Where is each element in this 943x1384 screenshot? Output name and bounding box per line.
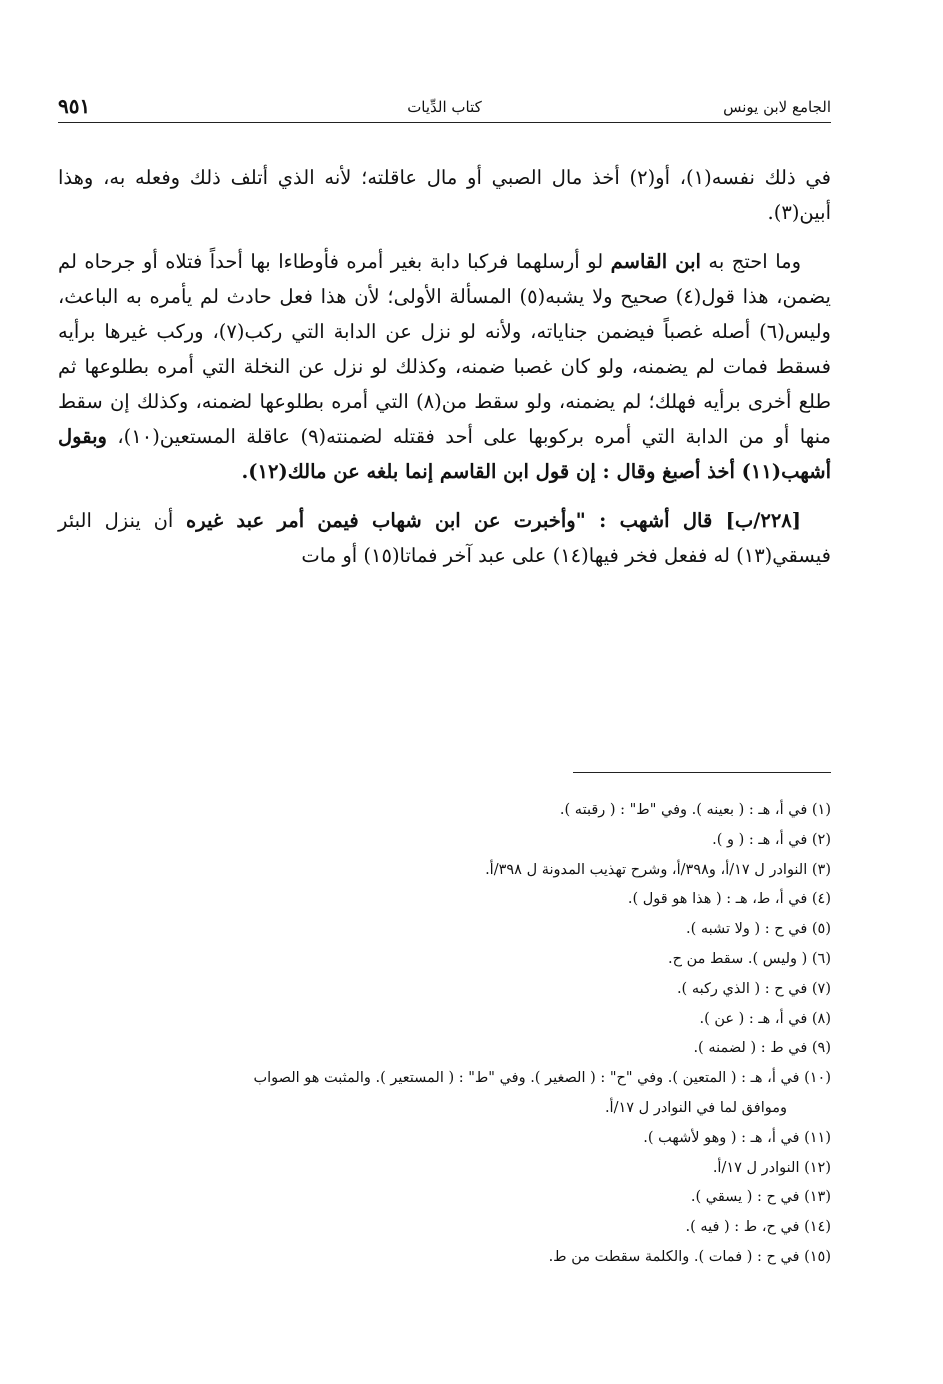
paragraph-3 bbox=[58, 503, 831, 573]
footnote-10-continued: وموافق لما في النوادر ل ١٧/أ. bbox=[604, 1099, 787, 1116]
footnote-4: (٤) في أ، ط، هـ : ( هذا هو قول ). bbox=[627, 891, 831, 908]
scholar-name: ابن القاسم bbox=[610, 250, 701, 273]
paragraph-2 bbox=[58, 244, 831, 489]
footnote-12: (١٢) النوادر ل ١٧/أ. bbox=[712, 1159, 831, 1176]
main-text bbox=[58, 160, 831, 573]
footnote-separator bbox=[573, 772, 831, 773]
paragraph-3-body: أن ينزل البئر فيسقي(١٣) له ففعل فخر فيها(١٤) على عبد آخر فماتا(١٥) أو مات bbox=[58, 509, 831, 567]
footnote-9: (٩) في ط : ( لضمنه ). bbox=[693, 1040, 831, 1057]
footnote-10: (١٠) في أ، هـ : ( المتعين ). وفي "ح" : ( الصغير ). وفي "ط" : ( المستعير ). والمثبت هو الصواب bbox=[253, 1070, 831, 1087]
header-book-title: الجامع لابن يونس bbox=[723, 98, 831, 116]
paragraph-3-quote: قال أشهب : "وأخبرت عن ابن شهاب فيمن أمر عبد غيره bbox=[186, 509, 726, 532]
footnote-2: (٢) في أ، هـ : ( و ). bbox=[712, 831, 831, 848]
paragraph-2-intro: وما احتج به bbox=[700, 250, 801, 273]
footnote-7: (٧) في ح : ( الذي ركبه ). bbox=[676, 980, 831, 997]
footnote-14: (١٤) في ح، ط : ( فيه ). bbox=[685, 1219, 831, 1236]
footnote-15: (١٥) في ح : ( فمات ). والكلمة سقطت من ط. bbox=[548, 1248, 831, 1265]
footnote-5: (٥) في ح : ( ولا تشبه ). bbox=[686, 921, 831, 938]
footnote-3: (٣) النوادر ل ١٧/أ، و٣٩٨/أ، وشرح تهذيب المدونة ل ٣٩٨/أ. bbox=[485, 861, 831, 878]
footnote-11: (١١) في أ، هـ : ( وهو لأشهب ). bbox=[643, 1129, 831, 1146]
footnote-1: (١) في أ، هـ : ( بعينه ). وفي "ط" : ( رقبته ). bbox=[559, 802, 831, 818]
manuscript-ref: [٢٢٨/ب] bbox=[725, 509, 801, 532]
paragraph-1: في ذلك نفسه(١)، أو(٢) أخذ مال الصبي أو مال عاقلته؛ لأنه الذي أتلف ذلك وفعله به، وهذا أبين(٣). bbox=[58, 166, 831, 224]
running-header bbox=[58, 96, 831, 123]
paragraph-2-conclusion: وبقول أشهب(١١) أخذ أصبغ وقال : إن قول ابن القاسم إنما بلغه عن مالك(١٢). bbox=[58, 425, 831, 483]
footnote-13: (١٣) في ح : ( يسقي ). bbox=[690, 1189, 831, 1206]
page-number: ٩٥١ bbox=[58, 94, 91, 118]
header-chapter: كتاب الدِّيات bbox=[407, 98, 482, 116]
footnotes bbox=[58, 796, 831, 1273]
footnote-8: (٨) في أ، هـ : ( عن ). bbox=[699, 1010, 831, 1027]
paragraph-2-body: لو أرسلهما فركبا دابة بغير أمره فأوطاءا بها أحداً فتلاه أو جرحاه لم يضمن، هذا قول(٤) صحيح ولا يشبه(٥) المسألة الأولى؛ لأن هذا فعل حادث لم يأمره به الباعث، وليس(٦) أصله غصباً فيضمن جناياته، ولأنه لو نزل عن الدابة التي ركب(٧)، وركب غيرها برأيه فسقط فمات لم يضمنه، ولو كان غصبا ضمنه، وكذلك لو نزل عن النخلة التي أمره بطلوعها ثم طلع أخرى برأيه فهلك؛ لم يضمنه، ولو سقط من(٨) التي أمره بطلوعها لضمنه، وكذلك إن سقط منها أو من الدابة التي أمره بركوبها على أحد فقتله لضمنته(٩) عاقلة المستعين(١٠)، bbox=[58, 250, 831, 448]
footnote-6: (٦) ( وليس ). سقط من ح. bbox=[667, 950, 831, 967]
